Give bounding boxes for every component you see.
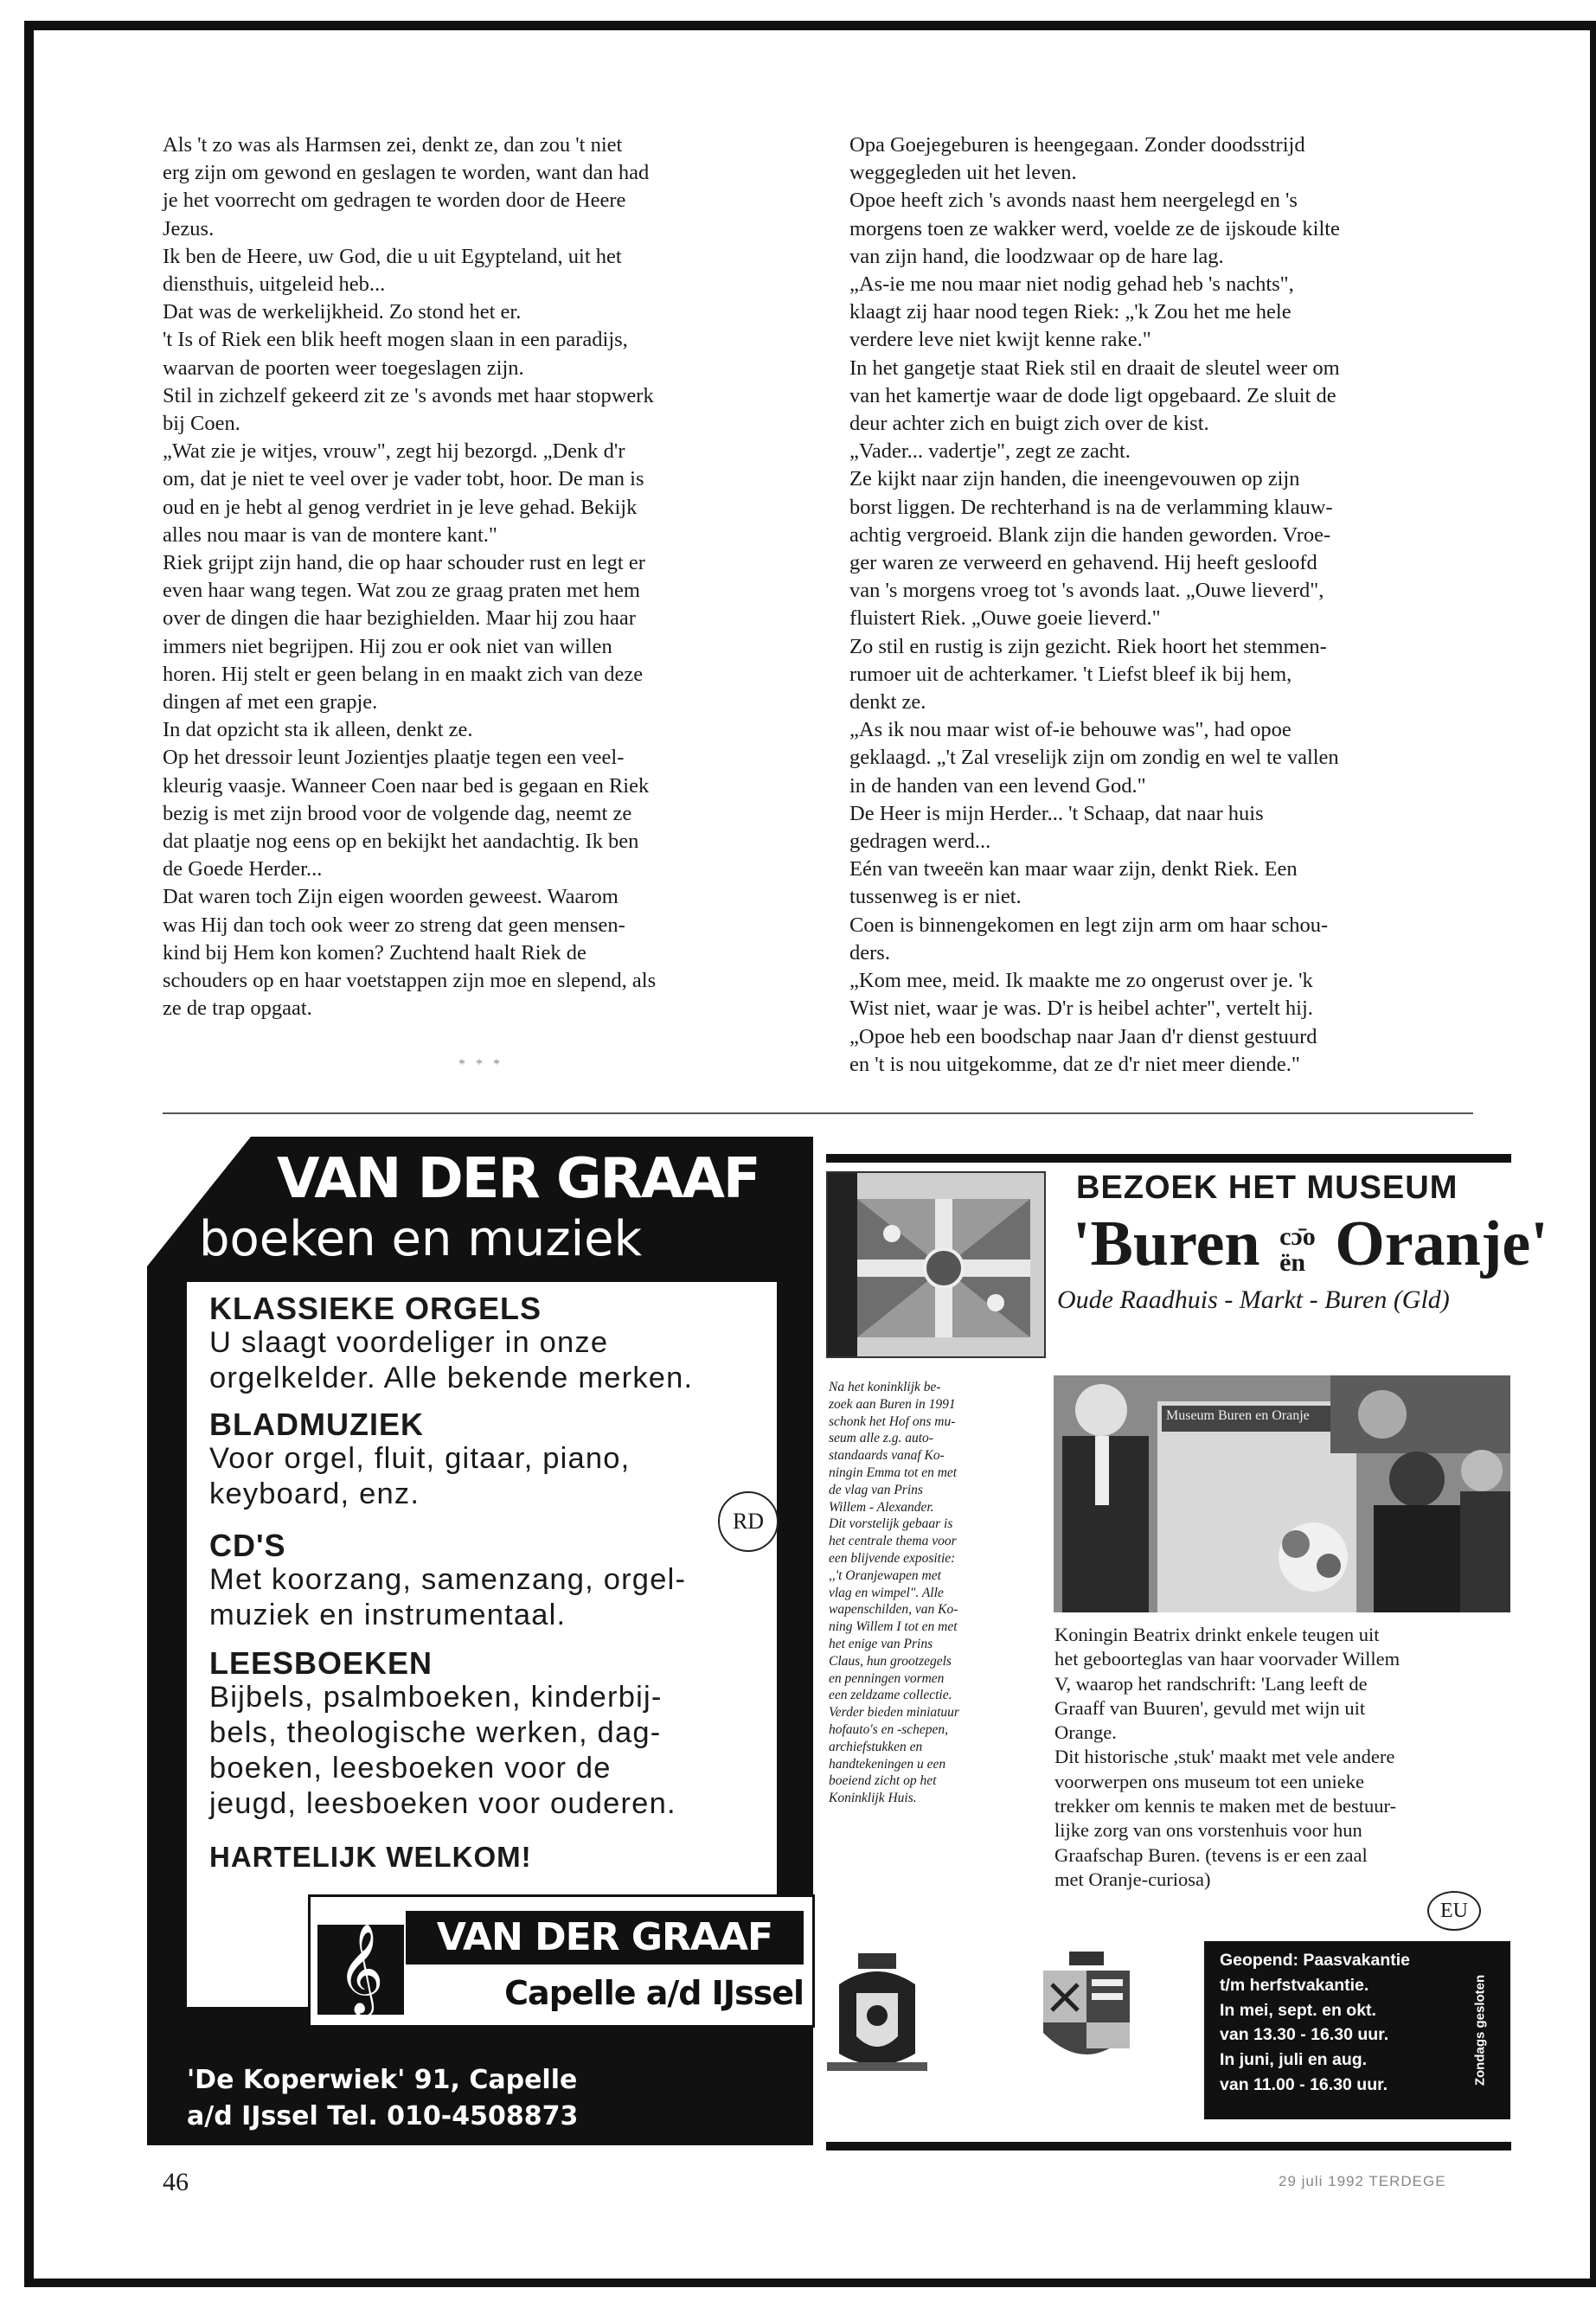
- article-line: erg zijn om gewond en geslagen te worden, want dan had: [163, 161, 650, 185]
- italic-text-line: ningin Emma tot en met: [829, 1465, 958, 1480]
- section-heading-cds: CD'S: [209, 1528, 286, 1563]
- section-text: boeken, leesboeken voor de: [209, 1752, 612, 1785]
- article-line: achtig vergroeid. Blank zijn die handen geworden. Vroe-: [849, 522, 1331, 547]
- caption-line: Dit historische ,stuk' maakt met vele andere: [1054, 1746, 1395, 1768]
- section-heading-organs: KLASSIEKE ORGELS: [209, 1291, 542, 1326]
- article-line: kleurig vaasje. Wanneer Coen naar bed is gegaan en Riek: [163, 773, 650, 798]
- section-text: bels, theologische werken, dag-: [209, 1716, 662, 1749]
- article-line: In het gangetje staat Riek stil en draait de sleutel weer om: [849, 356, 1340, 380]
- italic-text-line: handtekeningen u een: [829, 1756, 946, 1772]
- article-line: je het voorrecht om gedragen te worden door de Heere: [163, 189, 626, 213]
- page-number: 46: [163, 2168, 189, 2196]
- opening-hours-line: van 13.30 - 16.30 uur.: [1220, 2025, 1389, 2045]
- article-line: Coen is binnengekomen en legt zijn arm om haar schou-: [849, 913, 1329, 937]
- article-line: Zo stil en rustig is zijn gezicht. Riek hoort het stemmen-: [849, 634, 1327, 658]
- article-line: „As-ie me nou maar niet nodig gehad heb 's nachts",: [849, 272, 1294, 297]
- opening-hours-line: t/m herfstvakantie.: [1220, 1975, 1369, 1995]
- italic-text-line: de vlag van Prins: [829, 1482, 923, 1497]
- article-line: Riek grijpt zijn hand, die op haar schouder rust en legt er: [163, 551, 645, 575]
- article-line: Als 't zo was als Harmsen zei, denkt ze, dan zou 't niet: [163, 133, 623, 157]
- caption-line: voorwerpen ons museum tot een unieke: [1054, 1770, 1365, 1792]
- italic-text-line: vlag en wimpel". Alle: [829, 1585, 944, 1600]
- article-line: 't Is of Riek een blik heeft mogen slaan in een paradijs,: [163, 328, 628, 352]
- article-line: Eén van tweeën kan maar waar zijn, denkt Riek. Een: [849, 857, 1298, 881]
- italic-text-line: het enige van Prins: [829, 1636, 933, 1651]
- caption-line: V, waarop het randschrift: 'Lang leeft de: [1054, 1672, 1368, 1695]
- caption-line: Graaff van Buuren', gevuld met wijn uit: [1054, 1696, 1366, 1719]
- queen-beatrix-photo: [1054, 1375, 1510, 1612]
- van-der-graaf-logo: [308, 1894, 815, 2028]
- closed-note-strip: [1464, 1946, 1498, 2114]
- caption-line: met Oranje-curiosa): [1054, 1868, 1211, 1890]
- article-line: gedragen werd...: [849, 830, 991, 854]
- article-column-left: [163, 131, 803, 1023]
- advert-content-box: [187, 1282, 804, 2012]
- museum-name-part: 'Buren: [1073, 1208, 1260, 1279]
- article-line: ger waren ze verweerd en gehavend. Hij heeft gesloofd: [849, 551, 1317, 575]
- buren-coat-of-arms-icon: [1035, 1950, 1138, 2076]
- article-line: tussenweg is er niet.: [849, 885, 1022, 909]
- eu-mark: EU: [1427, 1891, 1481, 1931]
- opening-hours-lines: [1220, 1948, 1410, 2098]
- museum-advert-top-rule: [826, 1154, 1511, 1163]
- article-line: Opa Goejegeburen is heengegaan. Zonder doodsstrijd: [849, 133, 1305, 157]
- section-text: jeugd, leesboeken voor ouderen.: [209, 1787, 676, 1820]
- closed-note: Zondags gesloten: [1472, 1974, 1488, 2086]
- italic-text-line: hofauto's en -schepen,: [829, 1721, 949, 1737]
- italic-text-line: schonk het Hof ons mu-: [829, 1413, 956, 1429]
- advert-subtitle: boeken en muziek: [199, 1211, 643, 1267]
- article-line: Stil in zichzelf gekeerd zit ze 's avonds met haar stopwerk: [163, 383, 654, 407]
- article-line: denkt ze.: [849, 690, 926, 715]
- section-text: keyboard, enz.: [209, 1477, 420, 1510]
- italic-text-line: boeiend zicht op het: [829, 1773, 937, 1789]
- article-line: „Opoe heb een boodschap naar Jaan d'r dienst gestuurd: [849, 1024, 1317, 1048]
- italic-text-line: archiefstukken en: [829, 1739, 923, 1754]
- italic-text-line: standaards vanaf Ko-: [829, 1448, 945, 1464]
- treble-clef-icon: 𝄞: [317, 1925, 404, 2015]
- article-line: ze de trap opgaat.: [163, 997, 312, 1021]
- article-column-right: [849, 131, 1472, 1079]
- opening-hours-line: In juni, juli en aug.: [1220, 2050, 1368, 2070]
- article-line: de Goede Herder...: [163, 857, 323, 881]
- advert-title: VAN DER GRAAF: [277, 1147, 760, 1211]
- article-line: Op het dressoir leunt Jozientjes plaatje tegen een veel-: [163, 746, 625, 770]
- italic-text-line: Verder bieden miniatuur: [829, 1705, 959, 1721]
- article-line: in de handen van een levend God.": [849, 773, 1146, 798]
- italic-text-line: Na het koninklijk be-: [829, 1380, 941, 1394]
- caption-line: Koningin Beatrix drinkt enkele teugen uit: [1054, 1624, 1380, 1645]
- italic-text-line: een zeldzame collectie.: [829, 1688, 952, 1703]
- italic-text-line: ,,'t Oranjewapen met: [829, 1567, 941, 1583]
- section-heading-books: LEESBOEKEN: [209, 1645, 433, 1681]
- article-line: over de dingen die haar bezighielden. Maar hij zou haar: [163, 606, 636, 631]
- ligature-top: cɔ̄o: [1279, 1222, 1316, 1252]
- article-line: Jezus.: [163, 216, 215, 240]
- article-line: dat plaatje nog eens op en bekijkt het aandachtig. Ik ben: [163, 830, 639, 854]
- museum-location: Oude Raadhuis - Markt - Buren (Gld): [1057, 1285, 1450, 1314]
- caption-line: Orange.: [1054, 1721, 1117, 1744]
- article-line: „As ik nou maar wist of-ie behouwe was", had opoe: [849, 718, 1292, 742]
- article-line: verdere leve niet kwijt kenne rake.": [849, 328, 1151, 352]
- article-line: „Kom mee, meid. Ik maakte me zo ongerust over je. 'k: [849, 969, 1313, 993]
- page-border-bottom: [24, 2279, 1596, 2287]
- museum-italic-text: [829, 1379, 1035, 1807]
- article-line: diensthuis, uitgeleid heb...: [163, 272, 386, 297]
- article-line: horen. Hij stelt er geen belang in en maakt zich van deze: [163, 662, 644, 686]
- caption-line: lijke zorg van ons vorstenhuis voor hun: [1054, 1819, 1362, 1842]
- article-line: waarvan de poorten weer toegeslagen zijn.: [163, 356, 524, 380]
- article-line: oud en je hebt al genog verdriet in je leve gehad. Bekijk: [163, 495, 638, 519]
- italic-text-line: Koninklijk Huis.: [829, 1791, 917, 1806]
- museum-advert-bottom-rule: [826, 2142, 1511, 2150]
- section-text: Bijbels, psalmboeken, kinderbij-: [209, 1681, 663, 1714]
- section-text: muziek en instrumentaal.: [209, 1599, 567, 1631]
- caption-line: het geboorteglas van haar voorvader Willem: [1054, 1648, 1401, 1670]
- article-line: Wist niet, waar je was. D'r is heibel achter", vertelt hij.: [849, 997, 1313, 1021]
- photo-caption: [1054, 1623, 1400, 1892]
- section-text: U slaagt voordeliger in onze: [209, 1326, 609, 1359]
- italic-text-line: het centrale thema voor: [829, 1534, 957, 1549]
- welcome-text: HARTELIJK WELKOM!: [209, 1841, 532, 1873]
- article-line: was Hij dan toch ook weer zo streng dat geen mensen-: [163, 913, 625, 937]
- page-border-top: [24, 21, 1596, 30]
- phone-line: a/d IJssel Tel. 010-4508873: [187, 2101, 579, 2131]
- museum-name-part: Oranje': [1335, 1208, 1548, 1279]
- rd-mark: RD: [718, 1491, 779, 1552]
- italic-text-line: seum alle z.g. auto-: [829, 1431, 933, 1446]
- italic-text-line: wapenschilden, van Ko-: [829, 1602, 958, 1618]
- article-line: „Wat zie je witjes, vrouw", zegt hij bezorgd. „Denk d'r: [163, 439, 625, 464]
- caption-line: Graafschap Buren. (tevens is er een zaal: [1054, 1843, 1368, 1866]
- article-line: fluistert Riek. „Ouwe goeie lieverd.": [849, 606, 1161, 631]
- van-der-graaf-advert: [147, 1137, 813, 2145]
- page-border-right: [1590, 21, 1596, 2287]
- article-line: alles nou maar is van de montere kant.": [163, 522, 497, 547]
- article-line: dingen af met een grapje.: [163, 690, 378, 715]
- article-line: van 's morgens vroeg tot 's avonds laat. „Ouwe lieverd",: [849, 579, 1324, 603]
- museum-heading: BEZOEK HET MUSEUM: [1076, 1170, 1458, 1206]
- issue-date-footer: 29 juli 1992 TERDEGE: [1279, 2173, 1446, 2189]
- article-line: De Heer is mijn Herder... 't Schaap, dat naar huis: [849, 801, 1264, 825]
- italic-text-line: ning Willem I tot en met: [829, 1619, 958, 1635]
- italic-text-line: een blijvende expositie:: [829, 1550, 956, 1566]
- italic-text-line: zoek aan Buren in 1991: [829, 1396, 956, 1412]
- section-text: Voor orgel, fluit, gitaar, piano,: [209, 1442, 631, 1475]
- italic-text-line: en penningen vormen: [829, 1670, 945, 1686]
- article-line: Dat was de werkelijkheid. Zo stond het er.: [163, 300, 522, 324]
- opening-hours-line: In mei, sept. en okt.: [1220, 2000, 1376, 2020]
- section-heading-sheet-music: BLADMUZIEK: [209, 1407, 424, 1442]
- museum-name-ligature: [1279, 1224, 1316, 1276]
- article-line: morgens toen ze wakker werd, voelde ze de ijskoude kilte: [849, 216, 1340, 240]
- caption-line: trekker om kennis te maken met de bestuur-: [1054, 1795, 1397, 1817]
- article-line: Opoe heeft zich 's avonds naast hem neergelegd en 's: [849, 189, 1298, 213]
- section-text: orgelkelder. Alle bekende merken.: [209, 1362, 694, 1394]
- italic-text-line: Willem - Alexander.: [829, 1499, 934, 1515]
- royal-standard-flag-image: [826, 1171, 1046, 1358]
- page-border-left: [24, 21, 34, 2287]
- opening-hours-box: [1204, 1941, 1510, 2119]
- opening-hours-line: van 11.00 - 16.30 uur.: [1220, 2074, 1388, 2094]
- advert-address: [187, 2062, 578, 2135]
- logo-city: Capelle a/d IJssel: [504, 1974, 804, 2012]
- opening-hours-line: Geopend: Paasvakantie: [1220, 1951, 1411, 1970]
- article-line: van het kamertje waar de dode ligt opgebaard. Ze sluit de: [849, 383, 1336, 407]
- article-line: kind bij Hem kon komen? Zuchtend haalt Riek de: [163, 940, 586, 965]
- address-line: 'De Koperwiek' 91, Capelle: [187, 2065, 578, 2095]
- article-line: „Vader... vadertje", zegt ze zacht.: [849, 439, 1131, 464]
- photo-sign-text: Museum Buren en Oranje: [1166, 1408, 1310, 1423]
- section-break-stars: * * *: [458, 1057, 503, 1072]
- museum-name: [1073, 1208, 1548, 1281]
- royal-coat-of-arms-icon: [827, 1950, 927, 2076]
- logo-name: VAN DER GRAAF: [406, 1911, 804, 1965]
- article-line: en 't is nou uitgekomme, dat ze d'r niet meer diende.": [849, 1052, 1300, 1076]
- article-line: borst liggen. De rechterhand is na de verlamming klauw-: [849, 495, 1333, 519]
- article-line: bezig is met zijn brood voor de volgende dag, neemt ze: [163, 801, 632, 825]
- ligature-bottom: ën: [1279, 1248, 1306, 1278]
- article-line: Ik ben de Heere, uw God, die u uit Egypteland, uit het: [163, 244, 622, 268]
- article-line: Dat waren toch Zijn eigen woorden geweest. Waarom: [163, 885, 619, 909]
- section-text: Met koorzang, samenzang, orgel-: [209, 1563, 687, 1596]
- article-line: deur achter zich en buigt zich over de kist.: [849, 412, 1209, 436]
- italic-text-line: Dit vorstelijk gebaar is: [829, 1516, 953, 1532]
- article-line: om, dat je niet te veel over je vader tobt, hoor. De man is: [163, 467, 644, 491]
- article-line: immers niet begrijpen. Hij zou er ook niet van willen: [163, 634, 612, 658]
- article-line: In dat opzicht sta ik alleen, denkt ze.: [163, 718, 473, 742]
- article-line: van zijn hand, die loodzwaar op de hare lag.: [849, 244, 1224, 268]
- article-line: ders.: [849, 940, 890, 965]
- article-line: even haar wang tegen. Wat zou ze graag praten met hem: [163, 579, 640, 603]
- italic-text-line: Claus, hun grootzegels: [829, 1653, 952, 1669]
- article-line: rumoer uit de achterkamer. 't Liefst bleef ik bij hem,: [849, 662, 1292, 686]
- article-line: Ze kijkt naar zijn handen, die ineengevouwen op zijn: [849, 467, 1300, 491]
- article-line: schouders op en haar voetstappen zijn moe en slepend, als: [163, 969, 657, 993]
- horizontal-rule: [163, 1112, 1473, 1114]
- article-line: weggegleden uit het leven.: [849, 161, 1077, 185]
- article-line: bij Coen.: [163, 412, 240, 436]
- article-line: geklaagd. „'t Zal vreselijk zijn om zondig en wel te vallen: [849, 746, 1339, 770]
- article-line: klaagt zij haar nood tegen Riek: „'k Zou het me hele: [849, 300, 1292, 324]
